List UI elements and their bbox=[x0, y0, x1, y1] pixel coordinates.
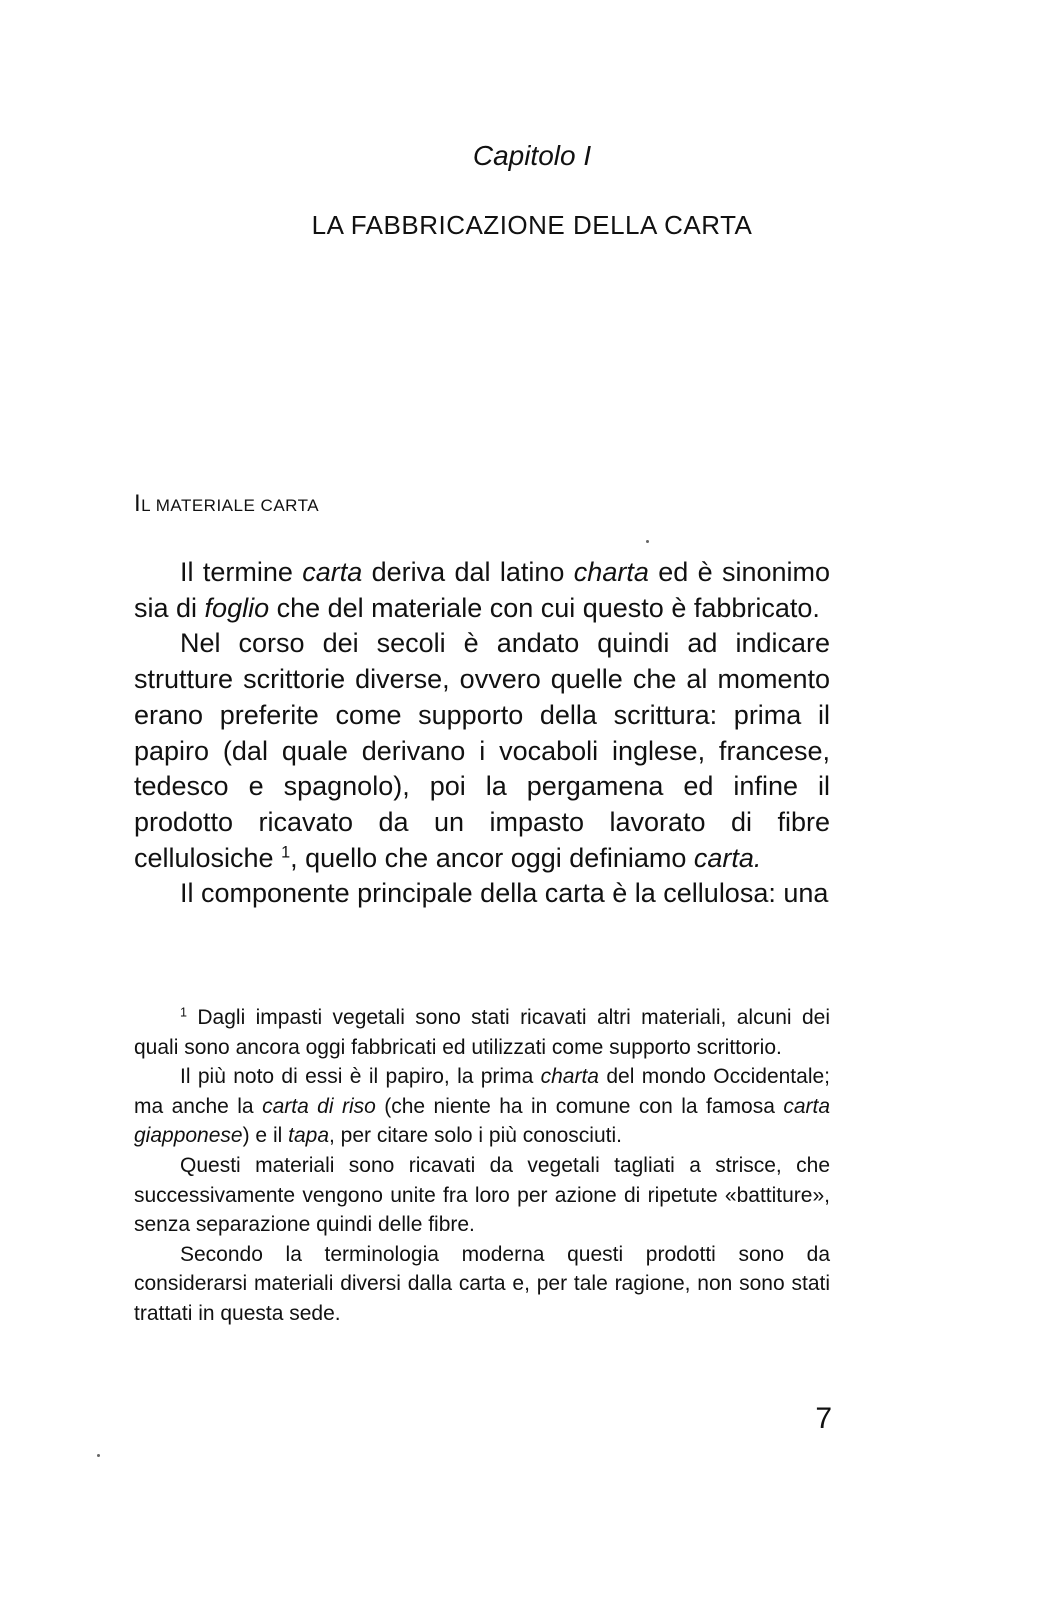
italic-term: carta bbox=[302, 557, 363, 587]
text-run: Dagli impasti vegetali sono stati ricavati altri materiali, alcuni dei quali sono ancora oggi fabbricati ed utilizzati come supporto scrittorio. bbox=[134, 1006, 830, 1059]
paragraph-2 bbox=[134, 626, 830, 876]
footnote-reference: 1 bbox=[281, 842, 291, 861]
chapter-title: LA FABBRICAZIONE DELLA CARTA bbox=[311, 210, 753, 240]
italic-term: foglio bbox=[204, 592, 270, 623]
text-run: Il più noto di essi è il papiro, la prima bbox=[180, 1065, 541, 1089]
page-number: 7 bbox=[815, 1402, 832, 1435]
italic-term: tapa bbox=[288, 1124, 329, 1148]
scan-speck bbox=[97, 1454, 100, 1457]
footnote-paragraph-3: Questi materiali sono ricavati da vegetali tagliati a strisce, che successivamente vengono unite fra loro per azione di ripetute «battiture», senza separazione quindi delle fibre. bbox=[134, 1153, 830, 1237]
italic-term: carta giapponese bbox=[134, 1094, 830, 1148]
text-run: , per citare solo i più conosciuti. bbox=[329, 1124, 622, 1148]
text-run: Il termine bbox=[180, 557, 303, 587]
text-run: Nel corso dei secoli è andato quindi ad indicare strutture scrittorie diverse, ovvero quelle che al momento erano preferite come supporto della scrittura: prima il papiro (dal quale derivano i vocaboli inglese, francese, tedesco e spagnolo), poi la pergamena ed infine il prodotto ricavato da un impasto lavorato di fibre cellulosiche bbox=[134, 628, 830, 873]
scan-speck bbox=[646, 540, 649, 543]
footnotes bbox=[134, 1003, 830, 1329]
section-heading bbox=[134, 492, 319, 518]
italic-term: carta di riso bbox=[262, 1094, 376, 1118]
italic-term: charta bbox=[573, 557, 649, 587]
text-run: del mondo Occidentale; ma anche la bbox=[134, 1065, 831, 1118]
text-run: , quello che ancor oggi definiamo bbox=[290, 842, 694, 873]
text-run: che del materiale con cui questo è fabbricato. bbox=[269, 592, 820, 623]
paragraph-3: Il componente principale della carta è la cellulosa: una bbox=[180, 878, 829, 909]
text-run: (che niente ha in comune con la famosa bbox=[375, 1094, 784, 1118]
paragraph-1 bbox=[134, 555, 830, 626]
text-run: deriva dal latino bbox=[362, 557, 574, 587]
footnote-marker: 1 bbox=[180, 1005, 188, 1020]
footnote-paragraph-4: Secondo la terminologia moderna questi prodotti sono da considerarsi materiali diversi dalla carta e, per tale ragione, non sono stati trattati in questa sede. bbox=[134, 1242, 830, 1325]
body-text bbox=[134, 555, 830, 912]
chapter-label: Capitolo I bbox=[472, 140, 592, 171]
text-run: ed è sinonimo sia di bbox=[134, 557, 830, 623]
section-heading-rest: L MATERIALE CARTA bbox=[141, 496, 320, 515]
text-run: ) e il bbox=[242, 1124, 289, 1148]
italic-term: carta. bbox=[693, 842, 762, 873]
footnote-paragraph-2 bbox=[134, 1062, 830, 1151]
footnote-1 bbox=[134, 1003, 830, 1062]
section-heading-initial: I bbox=[134, 490, 142, 517]
italic-term: charta bbox=[540, 1065, 599, 1089]
